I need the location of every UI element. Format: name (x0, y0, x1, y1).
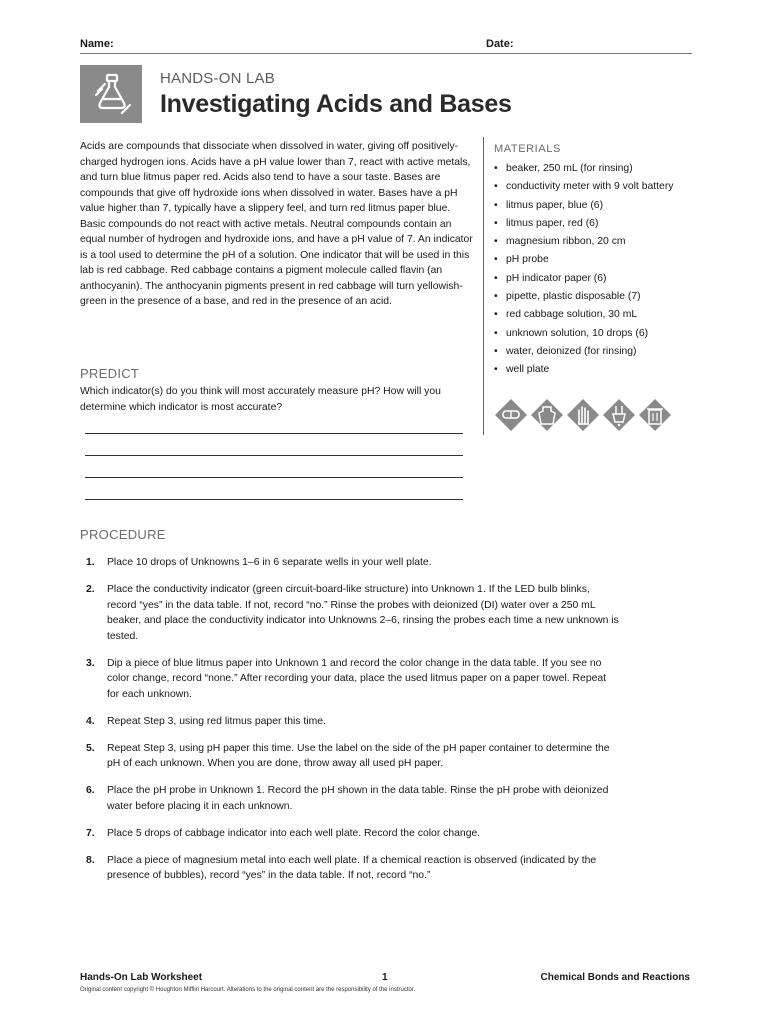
hand-wash-icon (603, 399, 635, 431)
footer-worksheet-label: Hands-On Lab Worksheet (80, 972, 203, 983)
header-rule (80, 53, 692, 54)
step-text: Place 5 drops of cabbage indicator into each well plate. Record the color change. (107, 827, 481, 839)
procedure-step (80, 741, 620, 772)
step-number: 5. (86, 742, 95, 754)
lab-flask-icon (80, 65, 142, 123)
materials-item: • litmus paper, blue (6) (494, 197, 704, 215)
materials-item: • red cabbage solution, 30 mL (494, 306, 704, 324)
safety-icons (494, 398, 674, 432)
step-number: 3. (86, 657, 95, 669)
step-text: Place the pH probe in Unknown 1. Record the pH shown in the data table. Rinse the pH probe with deionized water before placing it in each unknown. (107, 785, 609, 812)
step-number: 6. (86, 785, 95, 796)
step-text: Repeat Step 3, using red litmus paper this time. (107, 715, 326, 727)
answer-line[interactable] (85, 455, 463, 456)
step-text: Place a piece of magnesium metal into each well plate. If a chemical reaction is observed (indicated by the presence of bubbles), record “yes” in the data table. If not, record “no.” (107, 854, 597, 881)
disposal-icon (639, 399, 671, 431)
page-number: 1 (382, 972, 388, 983)
materials-item: • pipette, plastic disposable (7) (494, 288, 704, 306)
step-number: 2. (86, 584, 95, 595)
procedure-list (80, 555, 620, 895)
predict-question: Which indicator(s) do you think will most accurately measure pH? How will you determine which indicator is most accurate? (80, 386, 441, 413)
intro-paragraph: Acids are compounds that dissociate when dissolved in water, giving off positively-charged hydrogen ions. Acids have a pH value lower than 7, react with active metals, and turn blue litmus paper red. Acids also tend to have a sour taste. Bases are compounds that give off hydroxide ions when dissolved in water. Bases have a pH value higher than 7, typically have a slippery feel, and turn red litmus paper blue. Basic compounds do not react with active metals. Neutral compounds contain an equal number of hydrogen and hydroxide ions, and have a pH value of 7. An indicator is a tool used to determine the pH of a solution. One indicator that will be used in this lab is red cabbage. Red cabbage contains a pigment molecule called flavin (an anthocyanin). The anthocyanin pigments present in red cabbage will turn yellowish-green in the presence of a base, and red in the presence of an acid. (80, 141, 473, 308)
step-number: 8. (86, 854, 95, 866)
materials-item: • water, deionized (for rinsing) (494, 343, 704, 361)
materials-divider (483, 137, 484, 435)
answer-line[interactable] (85, 499, 463, 500)
step-number: 1. (86, 557, 95, 568)
answer-line[interactable] (85, 433, 463, 434)
materials-item: • well plate (494, 361, 704, 379)
step-number: 7. (86, 827, 95, 839)
footer-unit-title: Chemical Bonds and Reactions (540, 972, 690, 983)
materials-item: • pH indicator paper (6) (494, 270, 704, 288)
materials-item: • pH probe (494, 251, 704, 269)
procedure-step (80, 555, 620, 571)
procedure-step (80, 826, 620, 842)
goggles-icon (495, 399, 527, 431)
predict-heading: PREDICT (80, 366, 140, 381)
gloves-icon (567, 399, 599, 431)
materials-item: • magnesium ribbon, 20 cm (494, 233, 704, 251)
materials-list (494, 160, 704, 380)
answer-line[interactable] (85, 477, 463, 478)
step-text: Dip a piece of blue litmus paper into Unknown 1 and record the color change in the data table. If you see no color change, record “none.” After recording your data, place the used litmus paper on a paper towel. Repeat for each unknown. (107, 657, 607, 700)
procedure-heading: PROCEDURE (80, 527, 166, 542)
lab-kicker: HANDS-ON LAB (160, 70, 275, 87)
name-label: Name: (80, 38, 114, 50)
procedure-step (80, 853, 620, 884)
page-title: Investigating Acids and Bases (160, 90, 512, 118)
step-text: Place 10 drops of Unknowns 1–6 in 6 separate wells in your well plate. (107, 557, 432, 568)
copyright-notice: Original content copyright © Houghton Mifflin Harcourt. Alterations to the original content are the responsibility of the instructor. (80, 987, 416, 993)
procedure-step (80, 714, 620, 730)
materials-item: • litmus paper, red (6) (494, 215, 704, 233)
materials-item: • conductivity meter with 9 volt battery (494, 178, 704, 196)
apron-icon (531, 399, 563, 431)
materials-item: • beaker, 250 mL (for rinsing) (494, 160, 704, 178)
procedure-step (80, 582, 620, 644)
step-text: Repeat Step 3, using pH paper this time. Use the label on the side of the pH paper container to determine the pH of each unknown. When you are done, throw away all used pH paper. (107, 742, 610, 769)
procedure-step (80, 783, 620, 814)
step-number: 4. (86, 715, 95, 727)
date-label: Date: (486, 38, 514, 50)
materials-item: • unknown solution, 10 drops (6) (494, 325, 704, 343)
step-text: Place the conductivity indicator (green circuit-board-like structure) into Unknown 1. If the LED bulb blinks, record “yes” in the data table. If not, record “no.” Rinse the probes with deionized (DI) water over a 250 mL beaker, and place the conductivity indicator into Unknowns 2–6, rinsing the probes each time a new unknown is tested. (107, 584, 619, 642)
materials-heading: MATERIALS (494, 143, 561, 155)
procedure-step (80, 656, 620, 703)
